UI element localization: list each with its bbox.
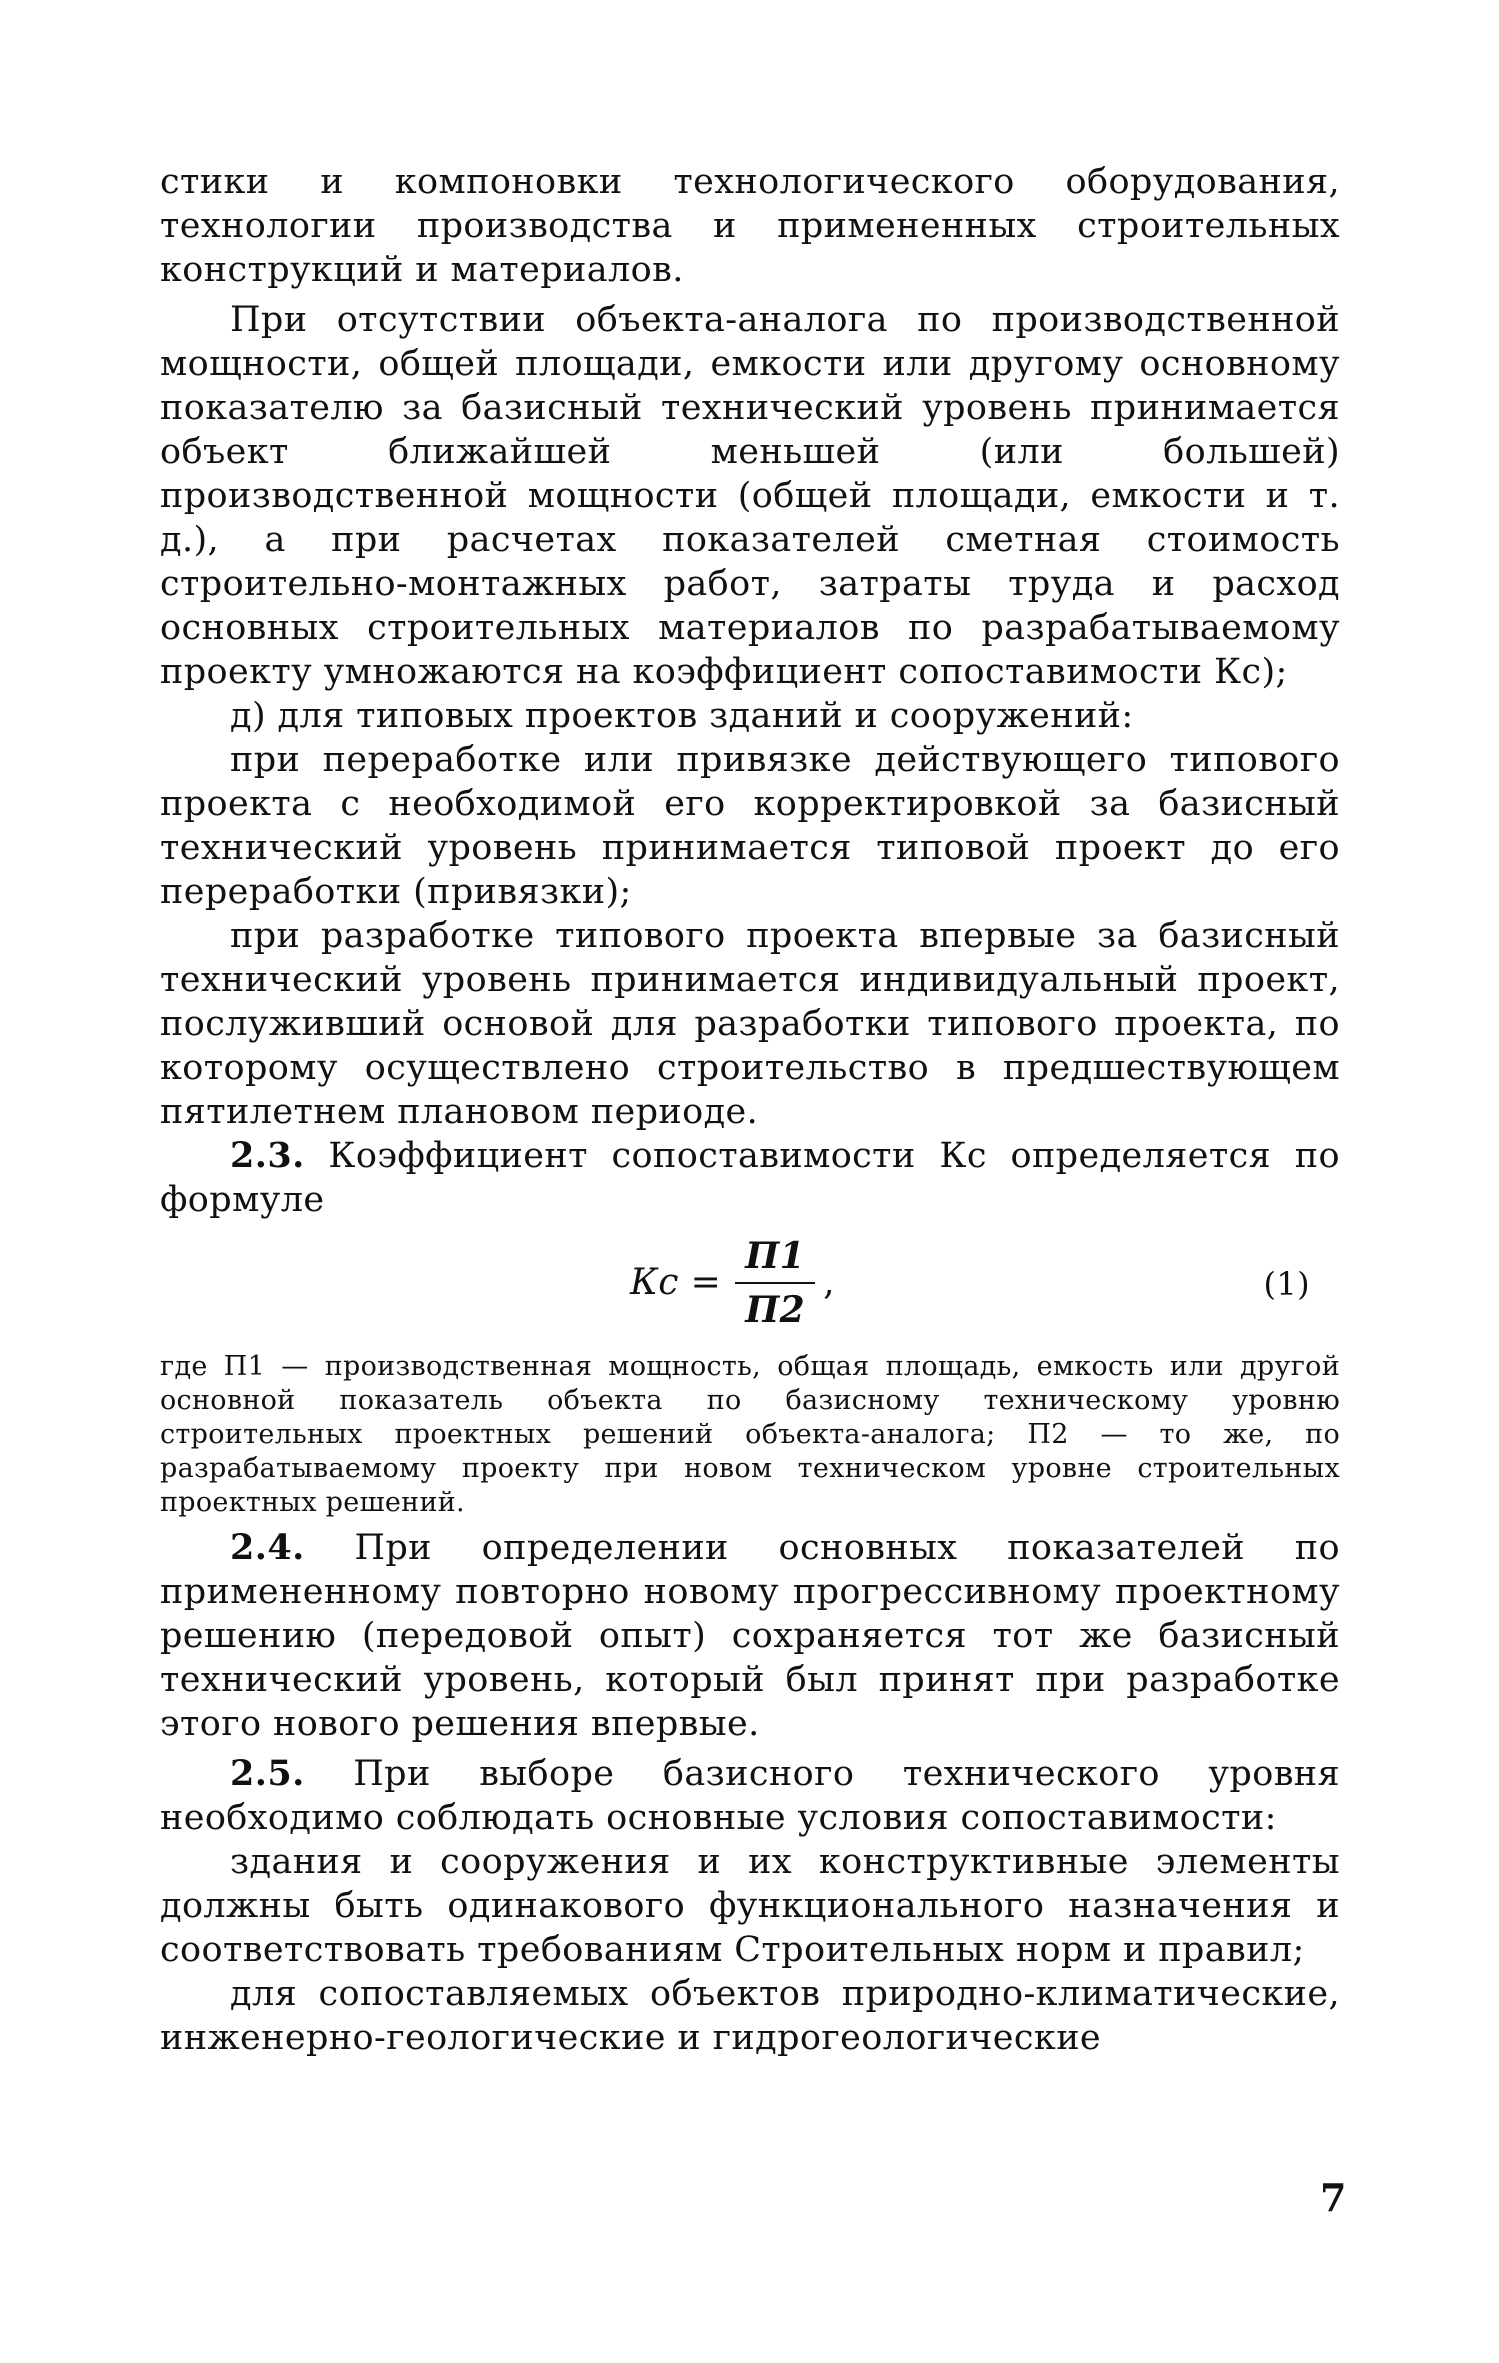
formula-numerator: П1 bbox=[735, 1234, 815, 1284]
paragraph-1: стики и компоновки технологического оборудования, технологии производства и примененных строительных конструкций и материалов. bbox=[160, 162, 1340, 290]
section-number-2-3: 2.3. bbox=[230, 1135, 305, 1176]
formula-1 bbox=[160, 1226, 1340, 1344]
formula-expression bbox=[630, 1234, 835, 1332]
section-2-3-text: Коэффициент сопоставимости Кс определяется по формуле bbox=[160, 1136, 1340, 1220]
document-page bbox=[160, 160, 1340, 2060]
section-2-4-text: При определении основных показателей по примененному повторно новому прогрессивному проектному решению (передовой опыт) сохраняется тот же базисный технический уровень, который был принят при разработке этого нового решения впервые. bbox=[160, 1528, 1340, 1744]
section-number-2-4: 2.4. bbox=[230, 1527, 305, 1568]
section-2-5-text: При выборе базисного технического уровня необходимо соблюдать основные условия сопоставимости: bbox=[160, 1754, 1341, 1838]
formula-denominator: П2 bbox=[745, 1289, 806, 1331]
paragraph-9: здания и сооружения и их конструктивные элементы должны быть одинакового функционального назначения и соответствовать требованиям Строительных норм и правил; bbox=[160, 1842, 1340, 1970]
paragraph-3: д) для типовых проектов зданий и сооружений: bbox=[230, 696, 1134, 736]
section-2-4 bbox=[160, 1526, 1340, 1746]
section-2-5 bbox=[160, 1752, 1340, 1840]
section-number-2-5: 2.5. bbox=[230, 1753, 305, 1794]
paragraph-4: при переработке или привязке действующего типового проекта с необходимой его корректировкой за базисный технический уровень принимается типовой проект до его переработки (привязки); bbox=[160, 740, 1340, 912]
paragraph-10: для сопоставляемых объектов природно-климатические, инженерно-геологические и гидрогеологические bbox=[160, 1974, 1340, 2058]
formula-explanation: где П1 — производственная мощность, общая площадь, емкость или другой основной показатель объекта по базисному техническому уровню строительных проектных решений объекта-аналога; П2 — то же, по разрабатываемому проекту при новом техническом уровне строительных проектных решений. bbox=[160, 1351, 1340, 1518]
formula-comma: , bbox=[823, 1262, 835, 1303]
section-2-3 bbox=[160, 1134, 1340, 1222]
paragraph-5: при разработке типового проекта впервые за базисный технический уровень принимается индивидуальный проект, послуживший основой для разработки типового проекта, по которому осуществлено строительство в предшествующем пятилетнем плановом периоде. bbox=[160, 916, 1340, 1132]
paragraph-2: При отсутствии объекта-аналога по производственной мощности, общей площади, емкости или другому основному показателю за базисный технический уровень принимается объект ближайшей меньшей (или большей) производственной мощности (общей площади, емкости и т. д.), а при расчетах показателей сметная стоимость строительно-монтажных работ, затраты труда и расход основных строительных материалов по разрабатываемому проекту умножаются на коэффициент сопоставимости Кс); bbox=[160, 300, 1340, 692]
formula-lhs: Кс = bbox=[630, 1262, 722, 1303]
page-number: 7 bbox=[1320, 2175, 1347, 2220]
formula-number: (1) bbox=[1263, 1265, 1310, 1303]
formula-fraction bbox=[735, 1234, 815, 1332]
